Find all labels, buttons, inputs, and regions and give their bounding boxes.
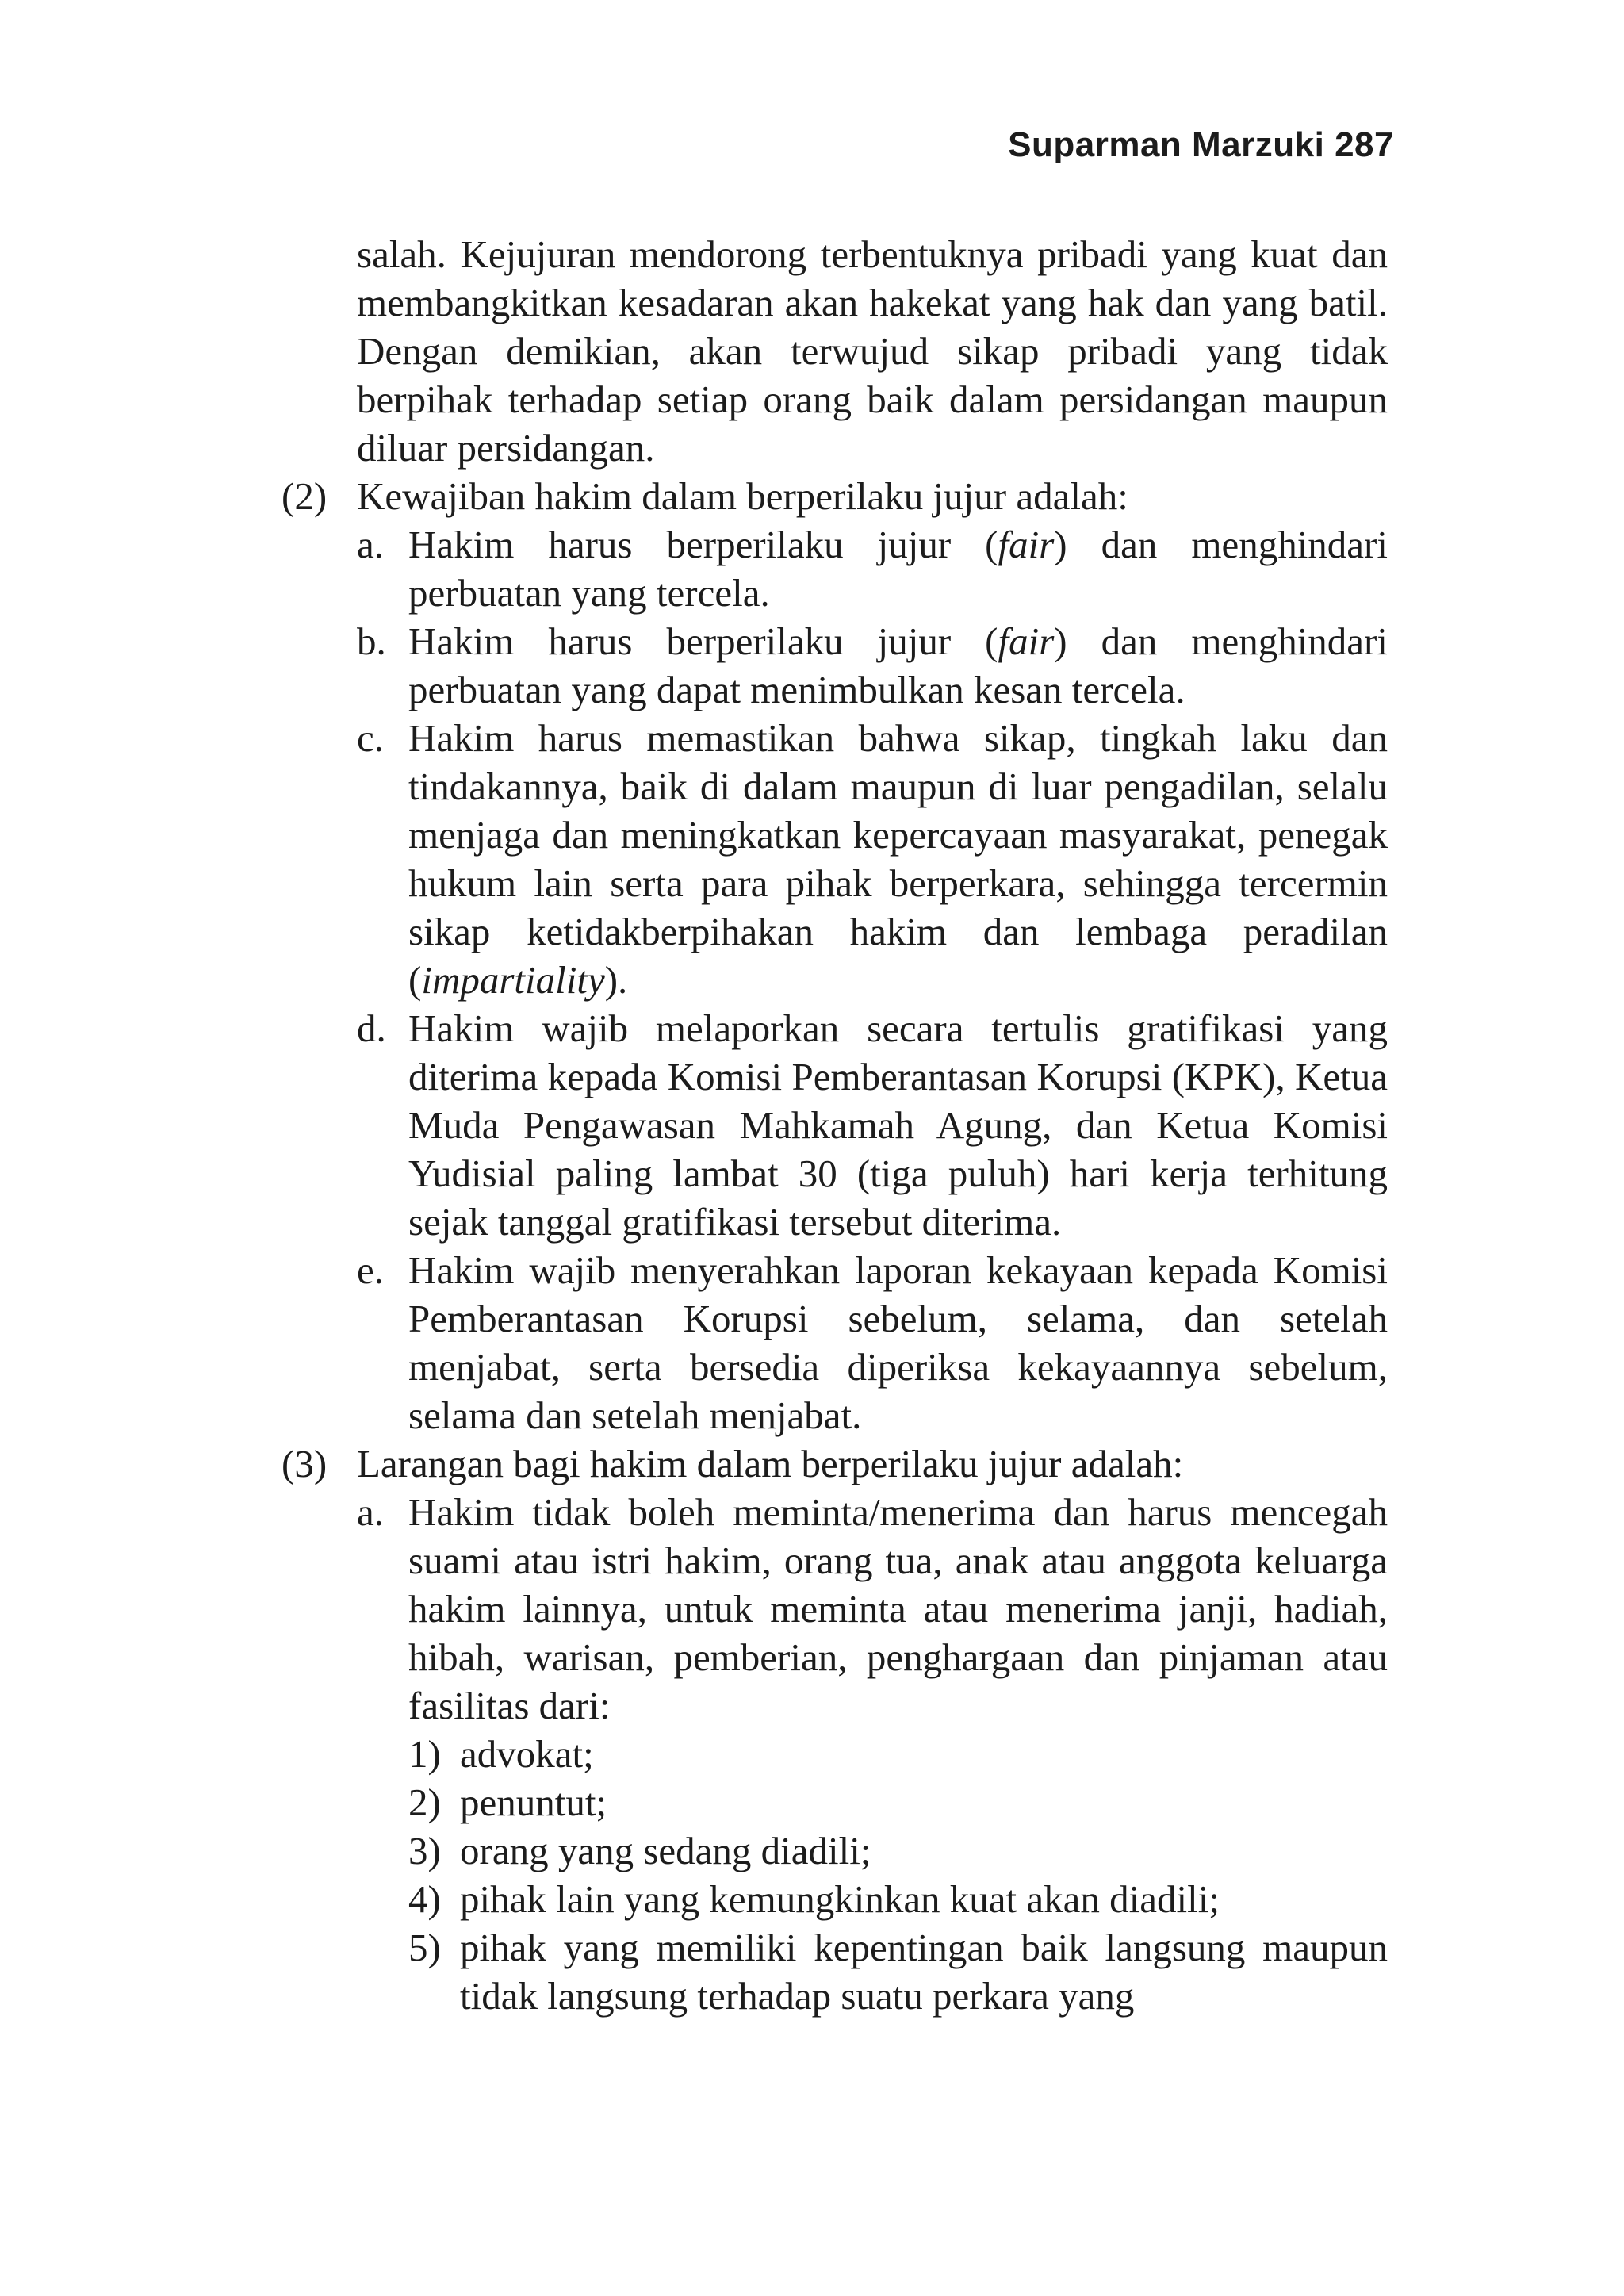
- section-2-item-a: [357, 520, 1388, 617]
- sub-item-text: advokat;: [460, 1732, 594, 1776]
- list-marker: b.: [357, 619, 386, 663]
- sub-item-3: [408, 1826, 1388, 1875]
- section-3-heading: Larangan bagi hakim dalam berperilaku jujur adalah:: [357, 1442, 1184, 1485]
- section-2-heading: Kewajiban hakim dalam berperilaku jujur adalah:: [357, 474, 1128, 518]
- list-item-text: Hakim wajib melaporkan secara tertulis gratifikasi yang diterima kepada Komisi Pemberantasan Korupsi (KPK), Ketua Muda Pengawasan Mahkamah Agung, dan Ketua Komisi Yudisial paling lambat 30 (tiga puluh) hari kerja terhitung sejak tanggal gratifikasi tersebut diterima.: [408, 1006, 1388, 1244]
- italic-term: fair: [998, 523, 1055, 566]
- body-text: [282, 230, 1388, 2020]
- section-2-item-c: [357, 714, 1388, 1004]
- sub-item-1: [408, 1730, 1388, 1778]
- sub-item-text: pihak lain yang kemungkinkan kuat akan diadili;: [460, 1877, 1220, 1921]
- section-2-item-b: [357, 617, 1388, 714]
- section-3-item-a: [357, 1488, 1388, 2020]
- section-2-marker: (2): [282, 474, 327, 518]
- sub-list-marker: 2): [408, 1780, 441, 1824]
- list-item-text: Hakim tidak boleh meminta/menerima dan harus mencegah suami atau istri hakim, orang tua, anak atau anggota keluarga hakim lainnya, untuk meminta atau menerima janji, hadiah, hibah, warisan, pemberian, penghargaan dan pinjaman atau fasilitas dari:: [408, 1490, 1388, 1727]
- sub-item-text: penuntut;: [460, 1780, 607, 1824]
- sub-item-text: pihak yang memiliki kepentingan baik langsung maupun tidak langsung terhadap suatu perkara yang: [460, 1926, 1388, 2018]
- list-item-text: Hakim harus memastikan bahwa sikap, tingkah laku dan tindakannya, baik di dalam maupun di luar pengadilan, selalu menjaga dan meningkatkan kepercayaan masyarakat, penegak hukum lain serta para pihak berperkara, sehingga tercermin sikap ketidakberpihakan hakim dan lembaga peradilan (impartiality).: [408, 716, 1388, 1002]
- list-marker: c.: [357, 716, 384, 760]
- sub-list-marker: 3): [408, 1829, 441, 1872]
- running-head: Suparman Marzuki 287: [1008, 125, 1394, 164]
- sub-item-5: [408, 1923, 1388, 2020]
- sub-list-marker: 4): [408, 1877, 441, 1921]
- list-marker: a.: [357, 523, 384, 566]
- section-3: [282, 1439, 1388, 2020]
- sub-list-marker: 1): [408, 1732, 441, 1776]
- list-item-text: Hakim wajib menyerahkan laporan kekayaan kepada Komisi Pemberantasan Korupsi sebelum, selama, dan setelah menjabat, serta bersedia diperiksa kekayaannya sebelum, selama dan setelah menjabat.: [408, 1248, 1388, 1437]
- list-marker: a.: [357, 1490, 384, 1534]
- list-item-text: Hakim harus berperilaku jujur (fair) dan menghindari perbuatan yang tercela.: [408, 523, 1388, 615]
- sub-list-marker: 5): [408, 1926, 441, 1969]
- list-marker: d.: [357, 1006, 386, 1050]
- section-2: [282, 472, 1388, 1439]
- list-marker: e.: [357, 1248, 384, 1292]
- list-item-text: Hakim harus berperilaku jujur (fair) dan menghindari perbuatan yang dapat menimbulkan kesan tercela.: [408, 619, 1388, 711]
- italic-term: fair: [998, 619, 1055, 663]
- section-2-item-d: [357, 1004, 1388, 1246]
- section-2-item-e: [357, 1246, 1388, 1439]
- section-3-marker: (3): [282, 1442, 327, 1485]
- sub-item-4: [408, 1875, 1388, 1923]
- intro-paragraph: salah. Kejujuran mendorong terbentuknya pribadi yang kuat dan membangkitkan kesadaran akan hakekat yang hak dan yang batil. Dengan demikian, akan terwujud sikap pribadi yang tidak berpihak terhadap setiap orang baik dalam persidangan maupun diluar persidangan.: [357, 232, 1388, 470]
- sub-item-text: orang yang sedang diadili;: [460, 1829, 871, 1872]
- italic-term: impartiality: [421, 958, 605, 1002]
- sub-item-2: [408, 1778, 1388, 1826]
